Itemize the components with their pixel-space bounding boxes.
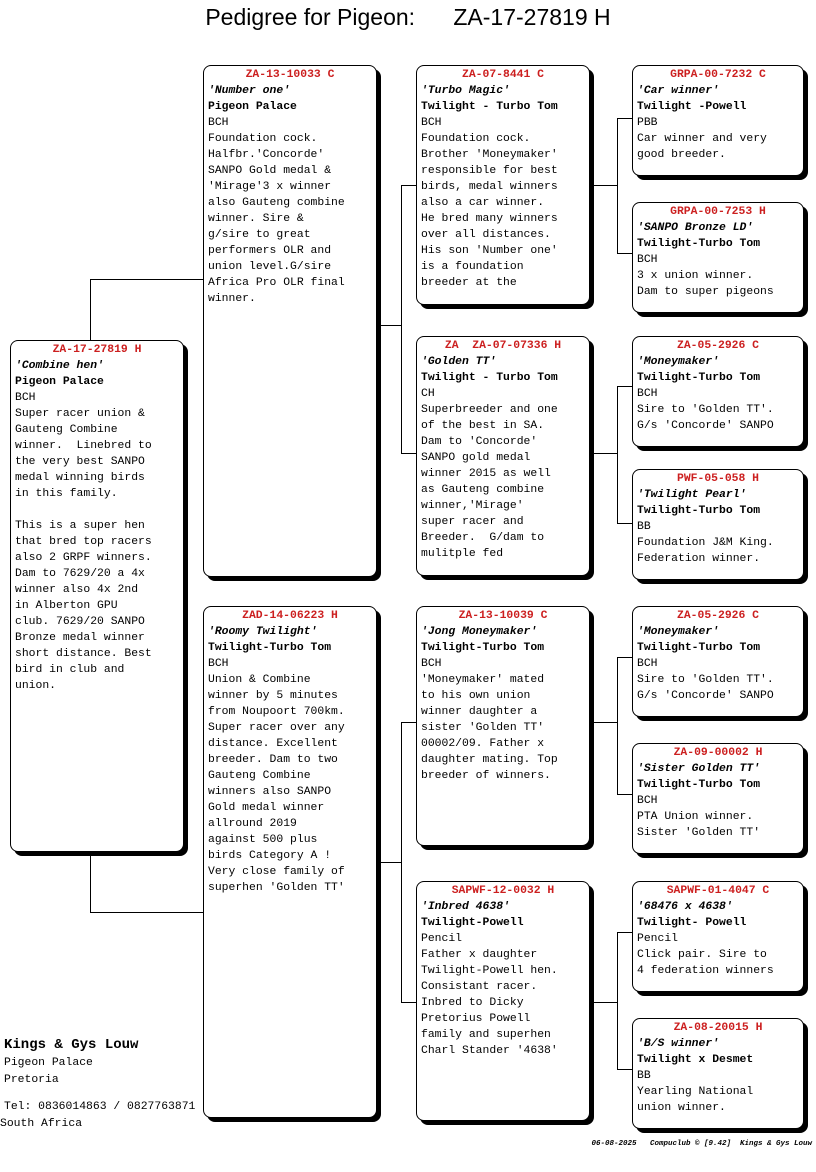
- connector-line: [90, 912, 204, 913]
- pigeon-color: BCH: [421, 658, 442, 670]
- connector-line: [617, 1069, 633, 1070]
- connector-line: [617, 253, 633, 254]
- pigeon-color: Pencil: [421, 933, 463, 945]
- pigeon-name: 'SANPO Bronze LD': [637, 222, 754, 234]
- ring-number: ZA-08-20015 H: [673, 1022, 763, 1034]
- ring-number: SAPWF-12-0032 H: [451, 885, 555, 897]
- pigeon-color: BCH: [421, 117, 442, 129]
- connector-line: [617, 386, 633, 387]
- connector-line: [617, 657, 618, 794]
- pigeon-color: Pencil: [637, 933, 679, 945]
- pigeon-name: 'Roomy Twilight': [208, 626, 318, 638]
- pigeon-name: 'Number one': [208, 85, 291, 97]
- breeder-name: Twilight -Powell: [637, 101, 747, 113]
- pigeon-color: BCH: [637, 795, 658, 807]
- breeder-name: Twilight-Turbo Tom: [637, 505, 761, 517]
- breeder-name: Twilight-Turbo Tom: [637, 372, 761, 384]
- ring-number: GRPA-00-7232 C: [670, 69, 766, 81]
- pigeon-description: Sire to 'Golden TT'. G/s 'Concorde' SANPO: [637, 404, 774, 432]
- page-title: Pedigree for Pigeon: ZA-17-27819 H: [205, 4, 611, 30]
- footer-credit: 06-08-2025 Compuclub © [9.42] Kings & Gys Louw: [591, 1140, 812, 1148]
- connector-line: [617, 118, 633, 119]
- breeder-name: Twilight-Turbo Tom: [637, 779, 761, 791]
- breeder-name: Pigeon Palace: [208, 101, 297, 113]
- connector-line: [378, 325, 401, 326]
- pigeon-description: Super racer union & Gauteng Combine winner. Linebred to the very best SANPO medal winning birds in this family. This is a super hen that bred top racers also 2 GRPF winners. Dam to 7629/20 a 4x winner also 4x 2nd in Alberton GPU club. 7629/20 SANPO Bronze medal winner short distance. Best bird in club and union.: [15, 408, 152, 692]
- pigeon-description: Yearling National union winner.: [637, 1086, 754, 1114]
- pigeon-name: 'Moneymaker': [637, 626, 720, 638]
- pigeon-color: BCH: [637, 254, 658, 266]
- pigeon-name: 'Inbred 4638': [421, 901, 510, 913]
- pigeon-card-dss: [632, 606, 804, 717]
- ring-number: ZA-13-10033 C: [245, 69, 335, 81]
- connector-line: [617, 386, 618, 523]
- connector-line: [617, 523, 633, 524]
- pigeon-name: 'Twilight Pearl': [637, 489, 747, 501]
- pigeon-card-sdd: [632, 469, 804, 580]
- pigeon-name: '68476 x 4638': [637, 901, 733, 913]
- ring-number: ZA-09-00002 H: [673, 747, 763, 759]
- pigeon-description: Superbreeder and one of the best in SA. Dam to 'Concorde' SANPO gold medal winner 2015 as well as Gauteng combine winner,'Mirage' super racer and Breeder. G/dam to mulitple fed: [421, 404, 558, 560]
- ring-number: ZA ZA-07-07336 H: [444, 340, 562, 352]
- connector-line: [401, 722, 417, 723]
- owner-loft: Pigeon Palace: [4, 1057, 93, 1069]
- connector-line: [590, 185, 617, 186]
- pigeon-card-dam-dam: [416, 881, 590, 1121]
- connector-line: [617, 932, 633, 933]
- ring-number: ZA-17-27819 H: [52, 344, 142, 356]
- pigeon-color: BCH: [208, 658, 229, 670]
- ring-number: ZA-05-2926 C: [676, 340, 760, 352]
- ring-number: ZAD-14-06223 H: [242, 610, 338, 622]
- pigeon-name: 'Turbo Magic': [421, 85, 510, 97]
- pigeon-card-dsd: [632, 743, 804, 854]
- pigeon-name: 'Jong Moneymaker': [421, 626, 538, 638]
- pigeon-card-ddd: [632, 1018, 804, 1129]
- pigeon-description: Union & Combine winner by 5 minutes from Noupoort 700km. Super racer over any distance. Excellent breeder. Dam to two Gauteng Combine winners also SANPO Gold medal winner allround 2019 against 500 plus birds Category A ! Very close family of superhen 'Golden TT': [208, 674, 345, 894]
- connector-line: [401, 722, 402, 1002]
- owner-name: Kings & Gys Louw: [4, 1037, 139, 1053]
- pigeon-card-ssd: [632, 202, 804, 313]
- owner-phone: Tel: 0836014863 / 0827763871: [4, 1101, 196, 1113]
- connector-line: [401, 185, 402, 453]
- pigeon-card-sire-sire: [416, 65, 590, 305]
- breeder-name: Twilight - Turbo Tom: [421, 101, 558, 113]
- breeder-name: Twilight-Powell: [421, 917, 524, 929]
- pigeon-color: BCH: [637, 388, 658, 400]
- breeder-name: Twilight- Powell: [637, 917, 747, 929]
- pigeon-card-sss: [632, 65, 804, 176]
- connector-line: [401, 453, 417, 454]
- pigeon-name: 'B/S winner': [637, 1038, 720, 1050]
- pigeon-description: Car winner and very good breeder.: [637, 133, 767, 161]
- pigeon-color: CH: [421, 388, 435, 400]
- pigeon-color: BCH: [637, 658, 658, 670]
- pigeon-card-dam: [203, 606, 377, 1118]
- pigeon-description: PTA Union winner. Sister 'Golden TT': [637, 811, 761, 839]
- connector-line: [617, 794, 633, 795]
- ring-number: ZA-07-8441 C: [461, 69, 545, 81]
- pigeon-description: Foundation cock. Halfbr.'Concorde' SANPO Gold medal & 'Mirage'3 x winner also Gauteng combine winner. Sire & g/sire to great performers OLR and union level.G/sire Africa Pro OLR final winner.: [208, 133, 345, 305]
- connector-line: [378, 862, 401, 863]
- breeder-name: Twilight-Turbo Tom: [421, 642, 545, 654]
- pigeon-card-dds: [632, 881, 804, 992]
- pigeon-color: BCH: [208, 117, 229, 129]
- connector-line: [617, 118, 618, 253]
- ring-number: PWF-05-058 H: [676, 473, 760, 485]
- pigeon-description: Click pair. Sire to 4 federation winners: [637, 949, 774, 977]
- pigeon-color: BB: [637, 1070, 651, 1082]
- pigeon-card-sire: [203, 65, 377, 577]
- pigeon-name: 'Moneymaker': [637, 356, 720, 368]
- owner-country: South Africa: [0, 1118, 83, 1130]
- connector-line: [90, 279, 204, 280]
- breeder-name: Twilight - Turbo Tom: [421, 372, 558, 384]
- pigeon-name: 'Combine hen': [15, 360, 104, 372]
- breeder-name: Twilight-Turbo Tom: [637, 238, 761, 250]
- connector-line: [590, 1002, 617, 1003]
- pigeon-color: PBB: [637, 117, 658, 129]
- pigeon-card-subject: [10, 340, 184, 852]
- ring-number: ZA-13-10039 C: [458, 610, 548, 622]
- pigeon-description: Foundation J&M King. Federation winner.: [637, 537, 774, 565]
- breeder-name: Twilight x Desmet: [637, 1054, 754, 1066]
- connector-line: [590, 453, 617, 454]
- pigeon-name: 'Sister Golden TT': [637, 763, 761, 775]
- connector-line: [90, 279, 91, 340]
- pigeon-name: 'Golden TT': [421, 356, 497, 368]
- pigeon-description: Foundation cock. Brother 'Moneymaker' responsible for best birds, medal winners also a car winner. He bred many winners over all distances. His son 'Number one' is a foundation breeder at the: [421, 133, 558, 289]
- pigeon-card-dam-sire: [416, 606, 590, 846]
- pigeon-color: BCH: [15, 392, 36, 404]
- pigeon-card-sire-dam: [416, 336, 590, 576]
- pigeon-description: 3 x union winner. Dam to super pigeons: [637, 270, 774, 298]
- pigeon-description: 'Moneymaker' mated to his own union winner daughter a sister 'Golden TT' 00002/09. Father x daughter mating. Top breeder of winners.: [421, 674, 558, 782]
- owner-info: [0, 1035, 196, 1133]
- owner-city: Pretoria: [4, 1074, 59, 1086]
- pigeon-card-sds: [632, 336, 804, 447]
- pigeon-color: BB: [637, 521, 651, 533]
- connector-line: [401, 185, 417, 186]
- pigeon-description: Father x daughter Twilight-Powell hen. Consistant racer. Inbred to Dicky Pretorius Powell family and superhen Charl Stander '4638': [421, 949, 558, 1057]
- connector-line: [590, 722, 617, 723]
- ring-number: ZA-05-2926 C: [676, 610, 760, 622]
- pigeon-description: Sire to 'Golden TT'. G/s 'Concorde' SANPO: [637, 674, 774, 702]
- pigeon-name: 'Car winner': [637, 85, 720, 97]
- breeder-name: Pigeon Palace: [15, 376, 104, 388]
- connector-line: [90, 855, 91, 912]
- breeder-name: Twilight-Turbo Tom: [208, 642, 332, 654]
- connector-line: [401, 1002, 417, 1003]
- connector-line: [617, 657, 633, 658]
- connector-line: [617, 932, 618, 1069]
- breeder-name: Twilight-Turbo Tom: [637, 642, 761, 654]
- ring-number: GRPA-00-7253 H: [670, 206, 766, 218]
- ring-number: SAPWF-01-4047 C: [666, 885, 770, 897]
